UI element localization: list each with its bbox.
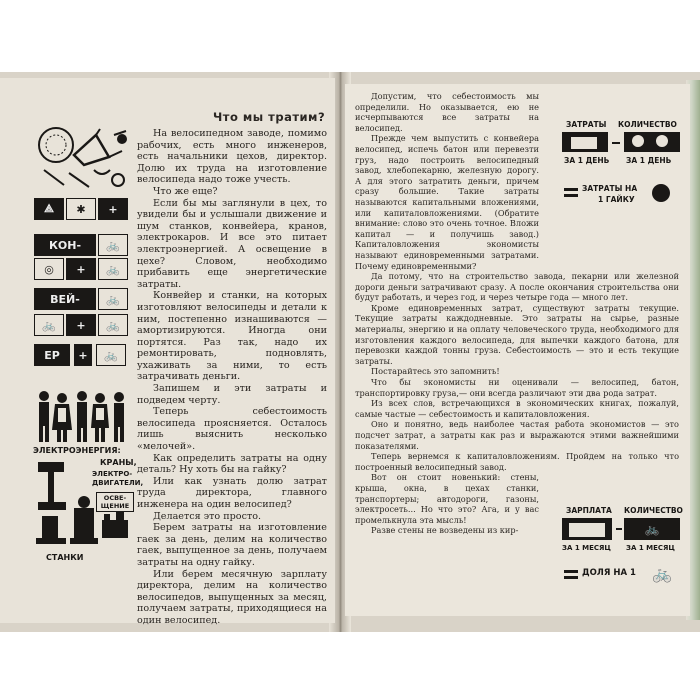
tile-er: ЕР bbox=[34, 344, 70, 366]
per-month-label: ЗА 1 МЕСЯЦ bbox=[626, 544, 675, 552]
nut-cost-diagram bbox=[560, 120, 684, 180]
tile-kon: КОН- bbox=[34, 234, 96, 256]
bicycle-icon: 🚲 bbox=[98, 258, 128, 280]
plus-sign: + bbox=[98, 198, 128, 220]
costs-label: ЗАТРАТЫ bbox=[566, 120, 607, 129]
equals-icon bbox=[564, 194, 578, 197]
motorbike-icon: 🚲 bbox=[96, 344, 126, 366]
machines-label: СТАНКИ bbox=[46, 553, 84, 562]
paragraph: Что же еще? bbox=[153, 185, 218, 197]
machines-illustration bbox=[34, 458, 144, 548]
bicycle-parts-illustration bbox=[34, 125, 134, 195]
paragraph: Вот он стоит новенький: стены, крыша, окна, в цехах станки, транспортеры; автодороги, газоны, электросеть... Но что это? Ага, и у вас промелькнула эта мысль! bbox=[355, 472, 539, 525]
bicycle-icon: 🚲 bbox=[34, 314, 64, 336]
paragraph: Постарайтесь это запомнить! bbox=[371, 366, 500, 377]
plus-sign: + bbox=[74, 344, 92, 366]
cranes-label: КРАНЫ, bbox=[100, 458, 137, 467]
divide-line bbox=[616, 528, 622, 530]
workers-illustration bbox=[34, 388, 130, 444]
electro-label: ЭЛЕКТРОЭНЕРГИЯ: bbox=[33, 446, 121, 455]
quantity-label: КОЛИЧЕСТВО bbox=[618, 120, 677, 129]
plus-sign: + bbox=[66, 258, 96, 280]
nut-icon bbox=[656, 135, 668, 147]
per-month-label: ЗА 1 МЕСЯЦ bbox=[562, 544, 611, 552]
banknote-icon bbox=[570, 136, 598, 150]
paragraph: Если бы мы заглянули в цех, то увидели бы и услышали движение и шум станков, конвейера, кранов, электрокаров. И все это питает электроэнергией. А освещение в цехе? Словом, необходимо прибавить еще энергетические затраты. bbox=[137, 197, 327, 290]
paragraph: Да потому, что на строительство завода, пекарни или железной дороги деньги затрачивают сразу. А после окончания строительства они будут работать, и через год, и через четыре года — много лет. bbox=[355, 271, 679, 303]
paragraph: Конвейер и станки, на которых изготовляют велосипеды и детали к ним, постепенно изнашиваются — амортизируются. Иногда они портятся. Раз так, надо их ремонтировать, подновлять, ухаживать за ними, то есть затрачивать деньги. bbox=[137, 290, 327, 383]
equals-icon bbox=[564, 570, 578, 573]
paragraph: Прежде чем выпустить с конвейера велосипед, испечь батон или перевезти груз, надо построить велосипедный завод, хлебопекарню, железную дорогу. А для этого затратить деньги, причем сразу большие. Такие затраты называются капитальными вложениями, или капиталовложениями. (Обратите внимание: слово это очень точное. Вложи капитал — и получишь завод.) Капиталовложения экономисты называют единовременными затратами. Почему единовременными? bbox=[355, 133, 539, 271]
salary-label: ЗАРПЛАТА bbox=[566, 506, 612, 515]
paragraph: Разве стены не возведены из кир- bbox=[371, 525, 519, 536]
divide-line bbox=[612, 142, 620, 144]
costs-per-label: ЗАТРАТЫ НА bbox=[582, 184, 638, 193]
bicycle-icon: 🚲 bbox=[98, 234, 128, 256]
wheel-icon: ◎ bbox=[34, 258, 64, 280]
paragraph: Допустим, что себестоимость мы определили. Но оказывается, ею не исчерпываются все затраты на велосипед. bbox=[355, 91, 539, 133]
paragraph: Берем затраты на изготовление гаек за день, делим на количество гаек, выпущенное за день, получаем затраты на одну гайку. bbox=[137, 522, 327, 568]
paragraph: Или как узнать долю затрат труда директора, главного инженера на один велосипед? bbox=[137, 475, 327, 510]
nut-result bbox=[560, 182, 684, 208]
bicycle-frame-icon: ⟁ bbox=[34, 198, 64, 220]
paragraph: Как определить затраты на одну деталь? Ну хоть бы на гайку? bbox=[137, 452, 327, 476]
paragraph: Кроме единовременных затрат, существуют затраты текущие. Текущие затраты каждодневные. Это затраты на сырье, разные материалы, энергию и на оплату человеческого труда, необходимого для изготовления каждого велосипеда, для выпечки каждого батона, для перевозки каждой тонны груза. Себестоимость — это и есть текущие затраты. bbox=[355, 302, 679, 366]
equals-icon bbox=[564, 188, 578, 191]
bicycle-icon: 🚲 bbox=[652, 564, 672, 583]
paragraph: Что бы экономисты ни оценивали — велосипед, батон, транспортировку груза,— они всегда различают эти два рода затрат. bbox=[355, 377, 679, 398]
equals-icon bbox=[564, 576, 578, 579]
bicycle-icon: 🚲 bbox=[98, 314, 128, 336]
bicycles-box: 🚲 bbox=[624, 518, 680, 540]
per-day-label: ЗА 1 ДЕНЬ bbox=[626, 156, 672, 165]
paragraph: Из всех слов, встречающихся в экономических книгах, пожалуй, самые частые — себестоимость и капиталовложения. bbox=[355, 398, 679, 419]
chapter-title: Что мы тратим? bbox=[213, 110, 326, 124]
paragraph: На велосипедном заводе, помимо рабочих, есть много инженеров, есть начальники цехов, директор. Долю их труда на изготовление велосипеда надо тоже учесть. bbox=[137, 128, 327, 186]
left-page-text bbox=[137, 128, 327, 627]
plus-sign: + bbox=[66, 314, 96, 336]
paragraph: Делается это просто. bbox=[153, 510, 262, 522]
paragraph: Оно и понятно, ведь наиболее частая работа экономистов — это подсчет затрат, а затраты как раз и выражаются этими важнейшими показателями. bbox=[355, 419, 679, 451]
nut-icon bbox=[652, 184, 670, 202]
paragraph: Запишем и эти затраты и подведем черту. bbox=[137, 383, 327, 406]
bicycle-icon: 🚲 bbox=[98, 288, 128, 310]
conveyor-grid bbox=[34, 198, 130, 348]
banknote-icon bbox=[568, 522, 606, 538]
paragraph: Или берем месячную зарплату директора, делим на количество велосипедов, выпущенных за месяц, получаем затраты, приходящиеся на один велосипед. bbox=[137, 568, 327, 626]
motors-label: ЭЛЕКТРО- ДВИГАТЕЛИ, bbox=[92, 470, 144, 487]
conveyor-bottom bbox=[34, 344, 130, 384]
salary-result bbox=[560, 562, 684, 588]
quantity-label: КОЛИЧЕСТВО bbox=[624, 506, 683, 515]
nut-icon bbox=[632, 135, 644, 147]
per-day-label: ЗА 1 ДЕНЬ bbox=[564, 156, 610, 165]
paragraph: Теперь вернемся к капиталовложениям. Пройдем на только что построенный велосипедный завод. bbox=[355, 451, 679, 472]
one-nut-label: 1 ГАЙКУ bbox=[598, 195, 635, 204]
gear-icon: ✱ bbox=[66, 198, 96, 220]
lighting-label: ОСВЕ- ЩЕНИЕ bbox=[96, 492, 134, 512]
share-per-one-label: ДОЛЯ НА 1 bbox=[582, 568, 636, 578]
salary-diagram bbox=[560, 506, 684, 562]
tile-vei: ВЕЙ- bbox=[34, 288, 96, 310]
paragraph: Теперь себестоимость велосипеда проясняется. Осталось лишь выяснить несколько «мелочей». bbox=[137, 406, 327, 453]
